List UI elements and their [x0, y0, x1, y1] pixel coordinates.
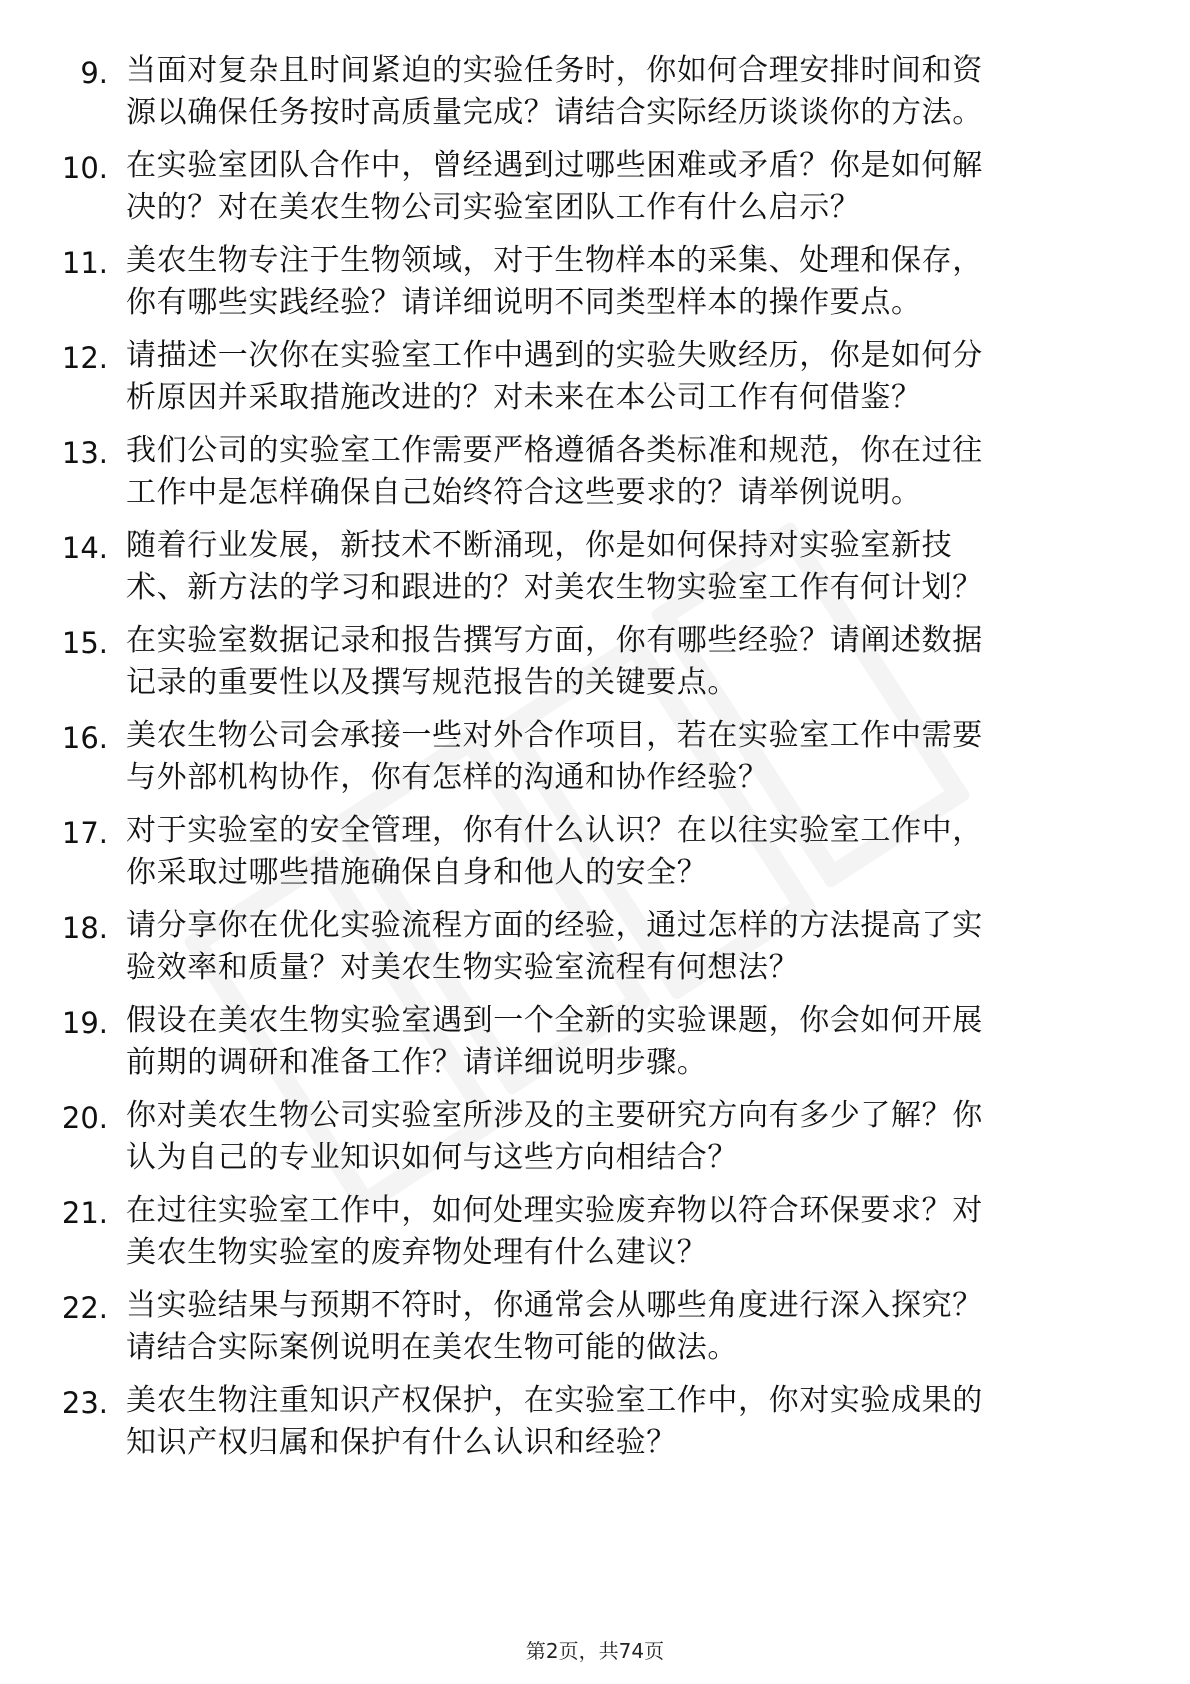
- question-number: 18.: [61, 911, 108, 945]
- question-line: 当面对复杂且时间紧迫的实验任务时，你如何合理安排时间和资: [126, 53, 983, 88]
- question-number: 21.: [61, 1196, 108, 1230]
- question-text: [126, 1000, 1116, 1084]
- question-text: [126, 240, 1116, 324]
- question-line: 请结合实际案例说明在美农生物可能的做法。: [126, 1330, 738, 1365]
- question-line: 源以确保任务按时高质量完成？请结合实际经历谈谈你的方法。: [126, 95, 983, 130]
- question-item: [0, 810, 1190, 910]
- question-text: [126, 1190, 1116, 1274]
- question-text: [126, 810, 1116, 894]
- question-line: 我们公司的实验室工作需要严格遵循各类标准和规范，你在过往: [126, 433, 983, 468]
- question-item: [0, 1380, 1190, 1480]
- question-line: 请描述一次你在实验室工作中遇到的实验失败经历，你是如何分: [126, 338, 983, 373]
- question-line: 在实验室团队合作中，曾经遇到过哪些困难或矛盾？你是如何解: [126, 148, 983, 183]
- question-item: [0, 1095, 1190, 1195]
- question-line: 对于实验室的安全管理，你有什么认识？在以往实验室工作中，: [126, 813, 983, 848]
- question-number: 16.: [61, 721, 108, 755]
- question-line: 析原因并采取措施改进的？对未来在本公司工作有何借鉴？: [126, 380, 922, 415]
- question-item: [0, 905, 1190, 1005]
- question-line: 术、新方法的学习和跟进的？对美农生物实验室工作有何计划？: [126, 570, 983, 605]
- question-number: 17.: [61, 816, 108, 850]
- question-line: 在过往实验室工作中，如何处理实验废弃物以符合环保要求？对: [126, 1193, 983, 1228]
- page-footer: [0, 1637, 1190, 1665]
- question-line: 验效率和质量？对美农生物实验室流程有何想法？: [126, 950, 800, 985]
- question-item: [0, 525, 1190, 625]
- question-item: [0, 1190, 1190, 1290]
- question-text: [126, 1285, 1116, 1369]
- question-line: 知识产权归属和保护有什么认识和经验？: [126, 1425, 677, 1460]
- question-line: 你采取过哪些措施确保自身和他人的安全？: [126, 855, 708, 890]
- question-number: 11.: [61, 246, 108, 280]
- question-line: 前期的调研和准备工作？请详细说明步骤。: [126, 1045, 708, 1080]
- question-item: [0, 50, 1190, 150]
- question-item: [0, 145, 1190, 245]
- question-text: [126, 715, 1116, 799]
- question-line: 与外部机构协作，你有怎样的沟通和协作经验？: [126, 760, 769, 795]
- question-text: [126, 50, 1116, 134]
- question-item: [0, 620, 1190, 720]
- question-line: 随着行业发展，新技术不断涌现，你是如何保持对实验室新技: [126, 528, 953, 563]
- question-text: [126, 1380, 1116, 1464]
- question-number: 23.: [61, 1386, 108, 1420]
- question-line: 记录的重要性以及撰写规范报告的关键要点。: [126, 665, 738, 700]
- question-number: 14.: [61, 531, 108, 565]
- question-line: 美农生物实验室的废弃物处理有什么建议？: [126, 1235, 708, 1270]
- question-item: [0, 335, 1190, 435]
- page-number-label: 第2页，共74页: [525, 1639, 665, 1663]
- question-item: [0, 430, 1190, 530]
- question-line: 认为自己的专业知识如何与这些方向相结合？: [126, 1140, 738, 1175]
- question-item: [0, 715, 1190, 815]
- question-line: 假设在美农生物实验室遇到一个全新的实验课题，你会如何开展: [126, 1003, 983, 1038]
- question-text: [126, 1095, 1116, 1179]
- question-text: [126, 620, 1116, 704]
- question-item: [0, 1285, 1190, 1385]
- question-line: 美农生物专注于生物领域，对于生物样本的采集、处理和保存，: [126, 243, 983, 278]
- question-line: 当实验结果与预期不符时，你通常会从哪些角度进行深入探究？: [126, 1288, 983, 1323]
- question-number: 20.: [61, 1101, 108, 1135]
- question-text: [126, 145, 1116, 229]
- question-line: 在实验室数据记录和报告撰写方面，你有哪些经验？请阐述数据: [126, 623, 983, 658]
- question-number: 12.: [61, 341, 108, 375]
- question-line: 决的？对在美农生物公司实验室团队工作有什么启示？: [126, 190, 861, 225]
- question-number: 10.: [61, 151, 108, 185]
- question-line: 美农生物注重知识产权保护，在实验室工作中，你对实验成果的: [126, 1383, 983, 1418]
- question-number: 15.: [61, 626, 108, 660]
- question-number: 9.: [80, 56, 108, 90]
- question-number: 19.: [61, 1006, 108, 1040]
- question-text: [126, 905, 1116, 989]
- question-number: 22.: [61, 1291, 108, 1325]
- question-text: [126, 525, 1116, 609]
- question-line: 你对美农生物公司实验室所涉及的主要研究方向有多少了解？你: [126, 1098, 983, 1133]
- question-item: [0, 1000, 1190, 1100]
- question-text: [126, 430, 1116, 514]
- question-line: 你有哪些实践经验？请详细说明不同类型样本的操作要点。: [126, 285, 922, 320]
- question-text: [126, 335, 1116, 419]
- question-number: 13.: [61, 436, 108, 470]
- question-item: [0, 240, 1190, 340]
- question-line: 请分享你在优化实验流程方面的经验，通过怎样的方法提高了实: [126, 908, 983, 943]
- question-line: 美农生物公司会承接一些对外合作项目，若在实验室工作中需要: [126, 718, 983, 753]
- question-line: 工作中是怎样确保自己始终符合这些要求的？请举例说明。: [126, 475, 922, 510]
